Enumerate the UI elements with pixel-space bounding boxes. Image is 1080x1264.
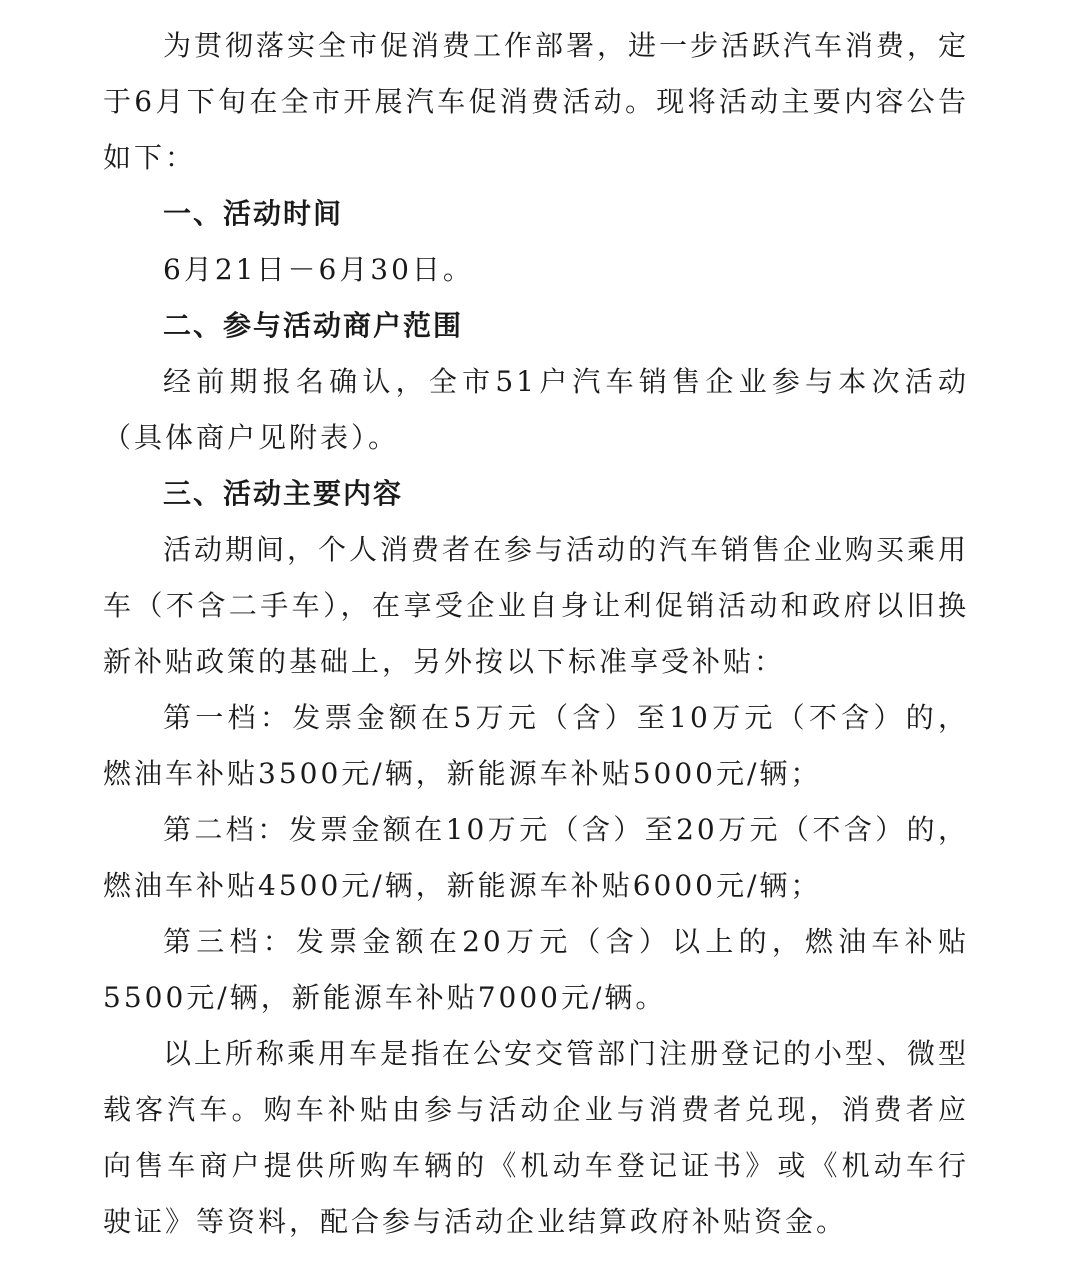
subsidy-tier-2-paragraph: 第二档：发票金额在10万元（含）至20万元（不含）的，燃油车补贴4500元/辆，新能源车补贴6000元/辆； [103,813,969,902]
passenger-car-note-paragraph: 以上所称乘用车是指在公安交管部门注册登记的小型、微型载客汽车。购车补贴由参与活动企业与消费者兑现，消费者应向售车商户提供所购车辆的《机动车登记证书》或《机动车行驶证》等资料，配合参与活动企业结算政府补贴资金。 [103,1037,970,1238]
activity-time-paragraph: 6月21日－6月30日。 [163,253,474,286]
document-body [103,18,969,1250]
subsidy-tier-1-paragraph: 第一档：发票金额在5万元（含）至10万元（不含）的，燃油车补贴3500元/辆，新能源车补贴5000元/辆； [103,701,969,790]
main-content-paragraph: 活动期间，个人消费者在参与活动的汽车销售企业购买乘用车（不含二手车），在享受企业自身让利促销活动和政府以旧换新补贴政策的基础上，另外按以下标准享受补贴： [103,533,970,678]
intro-paragraph: 为贯彻落实全市促消费工作部署，进一步活跃汽车消费，定于6月下旬在全市开展汽车促消费活动。现将活动主要内容公告如下： [103,29,970,174]
merchant-scope-paragraph: 经前期报名确认，全市51户汽车销售企业参与本次活动（具体商户见附表）。 [103,365,969,454]
section-heading-merchant-scope: 二、参与活动商户范围 [163,309,464,342]
subsidy-tier-3-paragraph: 第三档：发票金额在20万元（含）以上的，燃油车补贴5500元/辆，新能源车补贴7000元/辆。 [103,925,969,1014]
section-heading-main-content: 三、活动主要内容 [163,477,404,510]
section-heading-activity-time: 一、活动时间 [163,197,344,230]
